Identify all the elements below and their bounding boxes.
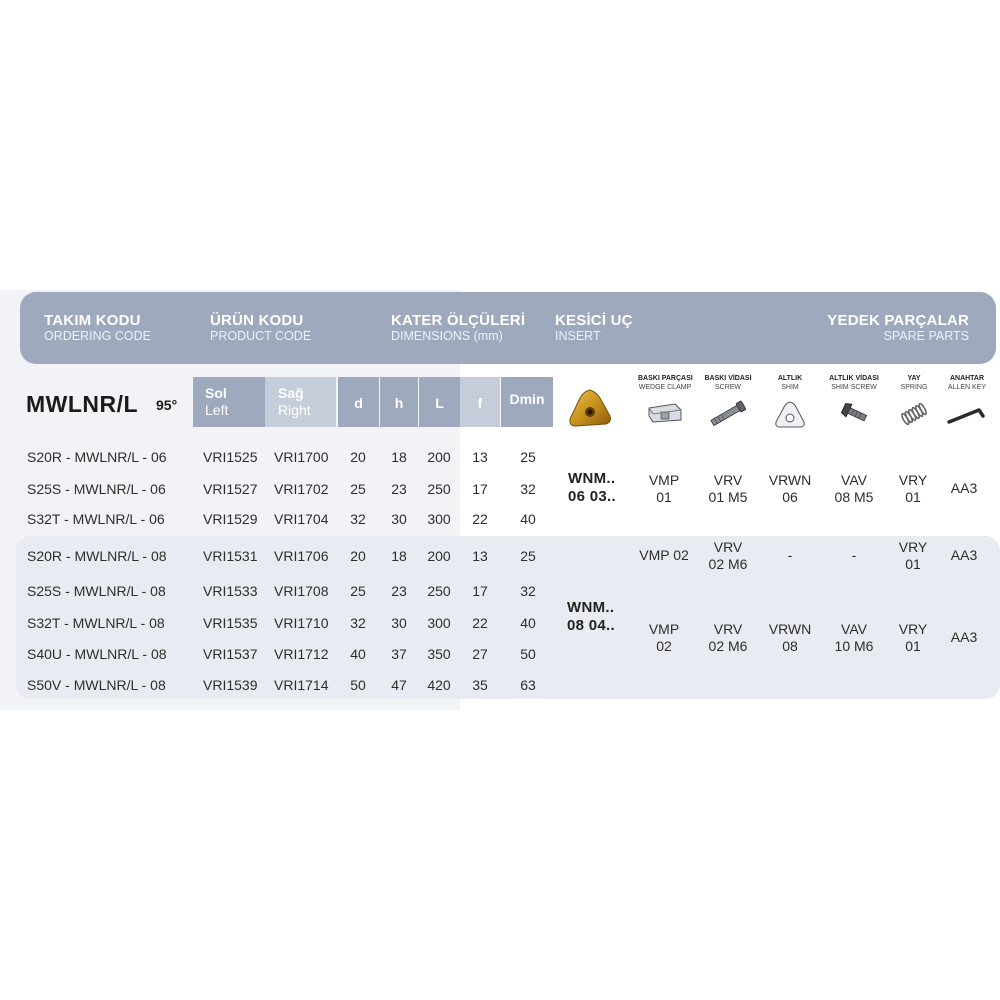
L-column-header: L xyxy=(419,377,460,427)
allen-key-value xyxy=(951,547,977,564)
spare-part-value-line: VRV xyxy=(713,621,743,637)
dimensions-subtitle: DIMENSIONS (mm) xyxy=(391,329,503,343)
dmin-value-cell: 25 xyxy=(520,449,536,465)
spare-part-subtitle: WEDGE CLAMP xyxy=(638,384,692,391)
spare-part-title: YAY xyxy=(907,375,921,382)
spare-part-value-line: VMP 02 xyxy=(639,547,689,563)
h-value-cell: 30 xyxy=(391,615,407,631)
spare-part-value-line: VRY xyxy=(898,539,928,555)
spare-parts-header xyxy=(827,312,969,344)
allen-key-value xyxy=(951,629,977,646)
insert-image xyxy=(566,388,614,430)
spare-part-value-line: AA3 xyxy=(950,547,978,563)
ordering-code-cell: S40U - MWLNR/L - 08 xyxy=(27,646,167,662)
left-product-code-cell: VRI1531 xyxy=(203,548,258,564)
spare-part-subtitle: SHIM xyxy=(781,384,799,391)
spare-part-subtitle: SPRING xyxy=(900,384,928,391)
d-column-header: d xyxy=(338,377,379,427)
spare-part-value-line: 01 xyxy=(656,489,672,505)
spare-part-value-line: 01 xyxy=(905,556,921,572)
screw-value xyxy=(709,472,748,506)
shim-screw-value xyxy=(835,621,874,655)
ordering-code-cell: S20R - MWLNR/L - 08 xyxy=(27,548,167,564)
allen-key-value xyxy=(951,480,977,497)
h-value-cell: 30 xyxy=(391,511,407,527)
L-value-cell: 200 xyxy=(427,449,451,465)
shim-screw-icon xyxy=(836,400,872,428)
spare-part-value-line: 10 M6 xyxy=(834,638,874,654)
screw-value xyxy=(709,621,748,655)
wedge-clamp-value xyxy=(649,472,679,506)
d-value-cell: 25 xyxy=(350,481,366,497)
spare-part-title: ANAHTAR xyxy=(949,375,985,382)
spare-part-screw xyxy=(702,375,754,428)
spare-part-spring xyxy=(894,375,934,428)
right-product-code-cell: VRI1712 xyxy=(274,646,329,662)
dmin-value-cell: 50 xyxy=(520,646,536,662)
ordering-code-title: TAKIM KODU xyxy=(44,312,141,329)
d-value-cell: 32 xyxy=(350,615,366,631)
spare-part-value-line: VRV xyxy=(713,539,743,555)
spare-part-value-line: 02 xyxy=(656,638,672,654)
spare-part-value-line: AA3 xyxy=(950,629,978,645)
spare-part-value-line: VRY xyxy=(898,621,928,637)
dmin-value-cell: 40 xyxy=(520,615,536,631)
wedge-clamp-value xyxy=(639,547,689,564)
product-code-title: ÜRÜN KODU xyxy=(210,312,304,329)
shim-value xyxy=(769,621,812,655)
ordering-code-cell: S50V - MWLNR/L - 08 xyxy=(27,677,166,693)
spare-part-value-line: VRWN xyxy=(768,472,812,488)
spare-part-value-line: VRWN xyxy=(768,621,812,637)
spare-part-value-line: 08 M5 xyxy=(834,489,874,505)
L-value-cell: 200 xyxy=(427,548,451,564)
dmin-value-cell: 25 xyxy=(520,548,536,564)
screw-value xyxy=(709,539,748,573)
h-value-cell: 23 xyxy=(391,481,407,497)
spare-part-value-line: - xyxy=(851,547,857,563)
spare-part-title: ALTLIK xyxy=(777,375,803,382)
d-value-cell: 20 xyxy=(350,449,366,465)
spare-part-value-line: VMP xyxy=(648,472,680,488)
tool-angle: 95° xyxy=(156,397,178,413)
shim-value xyxy=(788,547,793,564)
left-column-title: Sol xyxy=(205,385,227,401)
left-product-code-cell: VRI1537 xyxy=(203,646,258,662)
L-value-cell: 250 xyxy=(427,481,451,497)
insert-icon xyxy=(566,388,614,430)
insert-code-line: 08 04.. xyxy=(567,617,615,634)
f-value-cell: 35 xyxy=(472,677,488,693)
dmin-value-cell: 32 xyxy=(520,583,536,599)
L-value-cell: 420 xyxy=(427,677,451,693)
spare-part-wedge-clamp xyxy=(638,375,692,426)
spare-part-value-line: 01 xyxy=(905,489,921,505)
allen-key-icon xyxy=(945,400,989,428)
header-bar xyxy=(20,292,996,364)
shim-screw-value xyxy=(852,547,857,564)
ordering-code-subtitle: ORDERING CODE xyxy=(44,329,151,343)
screw-icon xyxy=(706,400,750,428)
spare-part-title: ALTLIK VİDASI xyxy=(829,375,879,382)
right-product-code-cell: VRI1708 xyxy=(274,583,329,599)
spring-value xyxy=(899,539,928,573)
insert-header xyxy=(555,312,633,344)
right-product-code-cell: VRI1710 xyxy=(274,615,329,631)
dmin-value-cell: 32 xyxy=(520,481,536,497)
ordering-code-header xyxy=(44,312,151,344)
d-value-cell: 32 xyxy=(350,511,366,527)
product-code-header xyxy=(210,312,311,344)
spare-parts-title: YEDEK PARÇALAR xyxy=(827,312,969,329)
left-product-code-cell: VRI1529 xyxy=(203,511,258,527)
right-product-code-cell: VRI1714 xyxy=(274,677,329,693)
insert-code-08 xyxy=(567,599,615,635)
shim-value xyxy=(769,472,812,506)
L-value-cell: 300 xyxy=(427,615,451,631)
dimensions-title: KATER ÖLÇÜLERİ xyxy=(391,312,526,329)
spare-parts-subtitle: SPARE PARTS xyxy=(883,329,969,343)
insert-subtitle: INSERT xyxy=(555,329,601,343)
dmin-value-cell: 40 xyxy=(520,511,536,527)
product-code-subtitle: PRODUCT CODE xyxy=(210,329,312,343)
left-product-code-cell: VRI1527 xyxy=(203,481,258,497)
f-value-cell: 17 xyxy=(472,583,488,599)
spare-part-value-line: 01 M5 xyxy=(708,489,748,505)
spare-part-value-line: 06 xyxy=(782,489,798,505)
tool-name: MWLNR/L xyxy=(26,391,139,417)
insert-code-line: WNM.. xyxy=(568,470,616,487)
ordering-code-cell: S25S - MWLNR/L - 08 xyxy=(27,583,166,599)
spare-part-value-line: VRV xyxy=(713,472,743,488)
d-value-cell: 40 xyxy=(350,646,366,662)
h-value-cell: 18 xyxy=(391,548,407,564)
left-product-code-cell: VRI1535 xyxy=(203,615,258,631)
h-value-cell: 47 xyxy=(391,677,407,693)
f-value-cell: 27 xyxy=(472,646,488,662)
left-product-code-cell: VRI1525 xyxy=(203,449,258,465)
h-column-header: h xyxy=(380,377,418,427)
spare-part-subtitle: ALLEN KEY xyxy=(947,384,987,391)
d-value-cell: 50 xyxy=(350,677,366,693)
spare-part-title: BASKI PARÇASI xyxy=(638,375,693,382)
spare-part-shim-screw xyxy=(826,375,882,428)
shim-screw-value xyxy=(835,472,874,506)
f-value-cell: 13 xyxy=(472,449,488,465)
right-product-code-cell: VRI1704 xyxy=(274,511,329,527)
right-product-code-cell: VRI1706 xyxy=(274,548,329,564)
left-column-header xyxy=(193,377,265,427)
ordering-code-cell: S25S - MWLNR/L - 06 xyxy=(27,481,166,497)
h-value-cell: 18 xyxy=(391,449,407,465)
spare-part-title: BASKI VİDASI xyxy=(704,375,752,382)
spare-part-value-line: VAV xyxy=(841,621,867,637)
dimensions-header xyxy=(391,312,525,344)
spare-part-value-line: 02 M6 xyxy=(708,638,748,654)
spare-part-value-line: - xyxy=(787,547,793,563)
left-product-code-cell: VRI1539 xyxy=(203,677,258,693)
insert-code-line: 06 03.. xyxy=(568,488,616,505)
spare-part-value-line: VAV xyxy=(841,472,867,488)
right-product-code-cell: VRI1700 xyxy=(274,449,329,465)
ordering-code-cell: S20R - MWLNR/L - 06 xyxy=(27,449,167,465)
spare-part-value-line: VMP xyxy=(648,621,680,637)
L-value-cell: 350 xyxy=(427,646,451,662)
right-column-title: Sağ xyxy=(278,385,304,401)
shim-icon xyxy=(772,400,808,430)
spare-part-shim xyxy=(768,375,812,430)
right-column-header xyxy=(265,377,336,427)
spare-part-value-line: AA3 xyxy=(950,480,978,496)
spare-part-subtitle: SCREW xyxy=(714,384,742,391)
spring-value xyxy=(899,621,928,655)
insert-title: KESİCİ UÇ xyxy=(555,312,633,329)
L-value-cell: 300 xyxy=(427,511,451,527)
d-value-cell: 25 xyxy=(350,583,366,599)
f-column-header: f xyxy=(460,377,500,427)
f-value-cell: 22 xyxy=(472,511,488,527)
left-column-subtitle: Left xyxy=(205,402,229,418)
insert-code-line: WNM.. xyxy=(567,599,615,616)
spare-part-value-line: 02 M6 xyxy=(708,556,748,572)
ordering-code-cell: S32T - MWLNR/L - 06 xyxy=(27,511,165,527)
spare-part-value-line: 08 xyxy=(782,638,798,654)
spare-part-allen-key xyxy=(942,375,992,428)
f-value-cell: 13 xyxy=(472,548,488,564)
dmin-value-cell: 63 xyxy=(520,677,536,693)
h-value-cell: 37 xyxy=(391,646,407,662)
L-value-cell: 250 xyxy=(427,583,451,599)
spare-part-subtitle: SHIM SCREW xyxy=(831,384,877,391)
spare-part-value-line: VRY xyxy=(898,472,928,488)
f-value-cell: 22 xyxy=(472,615,488,631)
insert-code-06 xyxy=(568,470,616,506)
f-value-cell: 17 xyxy=(472,481,488,497)
spare-part-value-line: 01 xyxy=(905,638,921,654)
left-product-code-cell: VRI1533 xyxy=(203,583,258,599)
h-value-cell: 23 xyxy=(391,583,407,599)
spring-value xyxy=(899,472,928,506)
d-value-cell: 20 xyxy=(350,548,366,564)
ordering-code-cell: S32T - MWLNR/L - 08 xyxy=(27,615,165,631)
right-column-subtitle: Right xyxy=(278,402,311,418)
spring-icon xyxy=(897,400,931,428)
wedge-clamp-value xyxy=(649,621,679,655)
wedge-clamp-icon xyxy=(645,400,685,426)
right-product-code-cell: VRI1702 xyxy=(274,481,329,497)
dmin-column-header: Dmin xyxy=(501,377,553,427)
